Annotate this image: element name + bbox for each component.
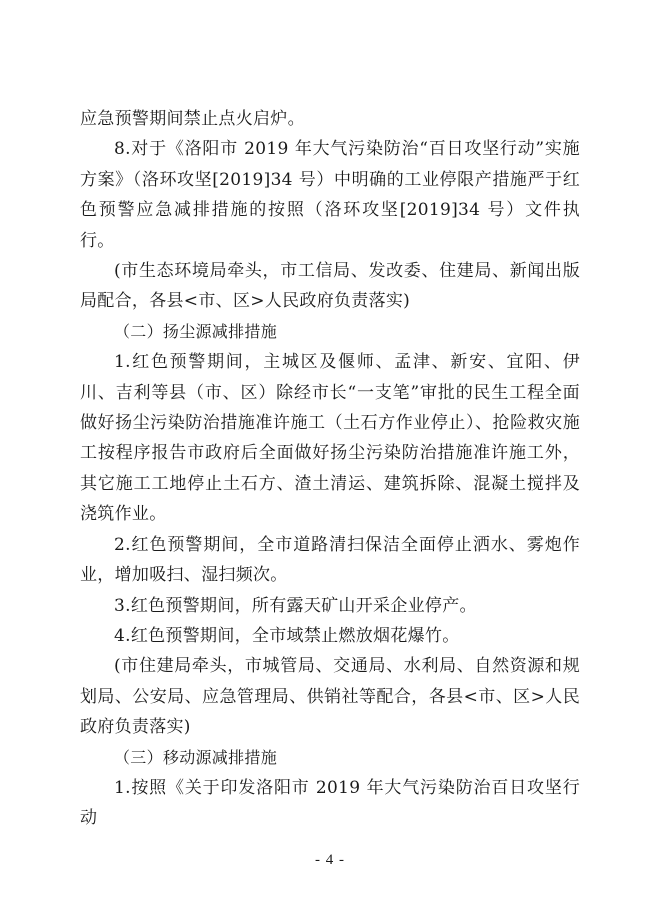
paragraph-item-1-mobile: 1.按照《关于印发洛阳市 2019 年大气污染防治百日攻坚行动: [80, 777, 580, 829]
paragraph-item-3: 3.红色预警期间，所有露天矿山开采企业停产。: [114, 595, 477, 616]
responsibility-note: (市生态环境局牵头，市工信局、发改委、住建局、新闻出版局配合，各县<市、区>人民政府负责落实): [80, 261, 580, 312]
paragraph-item-1: 1.红色预警期间，主城区及偃师、孟津、新安、宜阳、伊川、吉利等县（市、区）除经市长“一支笔”审批的民生工程全面做好扬尘污染防治措施准许施工（土石方作业停止）、抢险救灾施工按程序报告市政府后全面做好扬尘污染防治措施准许施工外，其它施工工地停止土石方、渣土清运、建筑拆除、混凝土搅拌及浇筑作业。: [80, 352, 580, 525]
section-heading-mobile: （三）移动源减排措施: [114, 747, 278, 767]
page-number: - 4 -: [315, 852, 345, 868]
paragraph-item-4: 4.红色预警期间，全市域禁止燃放烟花爆竹。: [114, 625, 460, 646]
responsibility-note: (市住建局牵头，市城管局、交通局、水利局、自然资源和规划局、公安局、应急管理局、供销社等配合，各县<市、区>人民政府负责落实): [80, 656, 580, 738]
paragraph-item-8: 8.对于《洛阳市 2019 年大气污染防治“百日攻坚行动”实施方案》（洛环攻坚[2019]34 号）中明确的工业停限产措施严于红色预警应急减排措施的按照（洛环攻坚[2019]34 号）文件执行。: [80, 139, 580, 251]
section-heading-dust: （二）扬尘源减排措施: [114, 321, 278, 341]
paragraph-continuation: 应急预警期间禁止点火启炉。: [80, 109, 305, 129]
document-body: [80, 104, 580, 834]
paragraph-item-2: 2.红色预警期间，全市道路清扫保洁全面停止洒水、雾炮作业，增加吸扫、湿扫频次。: [80, 534, 580, 586]
